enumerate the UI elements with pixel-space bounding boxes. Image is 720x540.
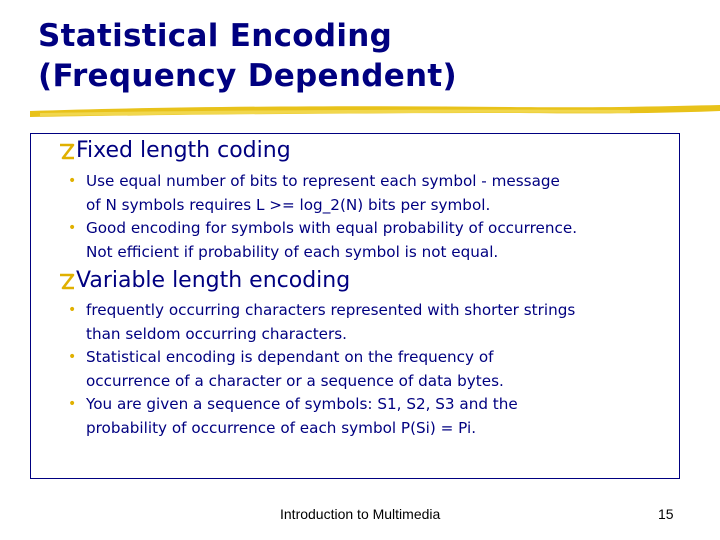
slide-title-line-2: (Frequency Dependent) — [38, 58, 458, 94]
section-variable-length-items — [0, 299, 620, 440]
section-heading: Variable length encoding — [76, 268, 351, 293]
section-fixed-length — [76, 138, 696, 164]
list-item-line: probability of occurrence of each symbol P(Si) = Pi. — [86, 418, 477, 437]
section-variable-length — [76, 268, 696, 294]
list-item-line: Statistical encoding is dependant on the frequency of — [86, 348, 494, 366]
list-item — [68, 217, 620, 264]
list-item — [68, 393, 620, 440]
z-bullet-icon — [58, 272, 76, 292]
bullet-dot-icon: • — [68, 396, 77, 412]
list-item — [68, 170, 620, 217]
section-fixed-length-items — [0, 170, 620, 264]
list-item-line: of N symbols requires L >= log_2(N) bits per symbol. — [86, 195, 491, 214]
list-item — [68, 346, 620, 393]
slide-footer: Introduction to Multimedia — [280, 506, 441, 522]
list-item-line: You are given a sequence of symbols: S1, S2, S3 and the — [86, 395, 518, 413]
list-item-line: Good encoding for symbols with equal probability of occurrence. — [86, 219, 578, 237]
bullet-dot-icon: • — [68, 220, 77, 236]
list-item-line: Use equal number of bits to represent each symbol - message — [86, 172, 560, 190]
list-item-line: frequently occurring characters represented with shorter strings — [86, 301, 576, 319]
list-item-line: Not efficient if probability of each symbol is not equal. — [86, 242, 499, 261]
title-underline-brushstroke — [30, 101, 720, 129]
bullet-dot-icon: • — [68, 173, 77, 189]
list-item-line: than seldom occurring characters. — [86, 324, 347, 343]
slide-title-line-1: Statistical Encoding — [38, 18, 393, 54]
list-item-line: occurrence of a character or a sequence of data bytes. — [86, 371, 504, 390]
section-heading: Fixed length coding — [76, 138, 291, 163]
bullet-dot-icon: • — [68, 302, 77, 318]
slide-title — [38, 16, 698, 96]
list-item — [68, 299, 620, 346]
page-number: 15 — [658, 506, 674, 522]
bullet-dot-icon: • — [68, 349, 77, 365]
z-bullet-icon — [58, 142, 76, 162]
